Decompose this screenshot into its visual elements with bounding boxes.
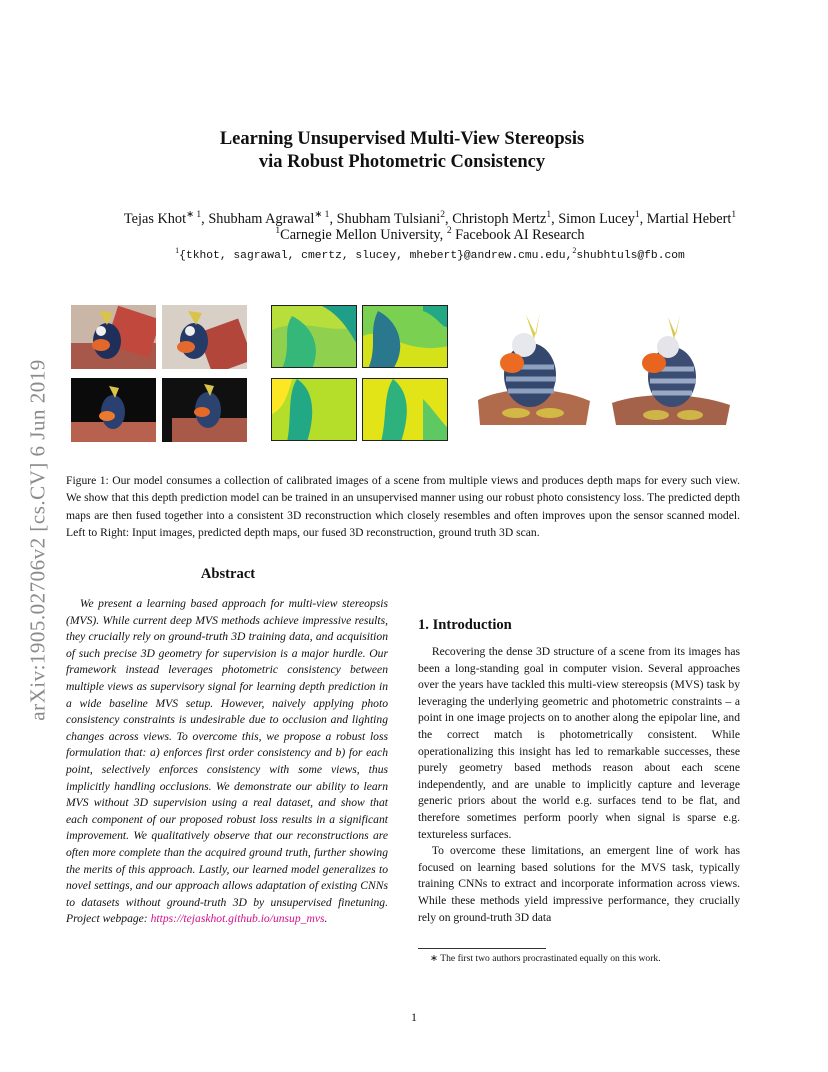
input-image bbox=[71, 378, 156, 442]
abstract-body: We present a learning based approach for multi-view stereopsis (MVS). While current deep MVS methods achieve impressive results, they crucially rely on ground-truth 3D training data, and acquisition of such precise 3D geometry for supervision is a major hurdle. Our framework instead leverages photometric consistency between multiple views as supervisory signal for learning depth prediction in a wide baseline MVS setup. However, naively applying photo consistency constraints is undesirable due to occlusion and lighting changes across views. To overcome this, we propose a robust loss formulation that: a) enforces first order consistency and b) for each point, selectively enforces consistency with some views, thus implicitly handling occlusions. We demonstrate our ability to learn MVS without 3D supervision using a real dataset, and show that each component of our proposed robust loss results in a significant improvement. We qualitatively observe that our reconstructions are often more complete than the acquired ground truth, further showing the merits of this approach. Lastly, our learned model generalizes to novel settings, and our approach allows adaptation of existing CNNs to datasets without ground-truth 3D by unsupervised finetuning. Project webpage: bbox=[66, 597, 388, 926]
paper-title bbox=[100, 128, 704, 174]
author-name: Martial Hebert bbox=[646, 210, 732, 227]
project-webpage-link[interactable]: https://tejaskhot.github.io/unsup_mvs bbox=[150, 912, 325, 926]
affiliation-mark: 2 bbox=[446, 226, 452, 236]
author-list: Tejas Khot$^{∗ 1}$, Shubham Agrawal$^{∗ 1}$, Shubham Tulsiani$^2$, Christoph Mertz$^1$, Simon Lucey$^1$, Martial Hebert$^1$ bbox=[123, 210, 737, 227]
page-number: 1 bbox=[411, 1010, 417, 1024]
author-marks: 1 bbox=[634, 210, 640, 220]
email-mark: 1 bbox=[175, 246, 180, 255]
ground-truth-scan bbox=[606, 305, 734, 431]
abstract-heading: Abstract bbox=[200, 566, 256, 582]
title-line-2: via Robust Photometric Consistency bbox=[258, 152, 546, 172]
arxiv-stamp: arXiv:1905.02706v2 [cs.CV] 6 Jun 2019 bbox=[25, 359, 50, 721]
email-cmu: {tkhot, sagrawal, cmertz, slucey, mhebert}@andrew.cmu.edu, bbox=[179, 249, 573, 262]
input-image bbox=[162, 378, 247, 442]
abstract-text bbox=[66, 596, 388, 928]
figure-caption: Figure 1: Our model consumes a collection of calibrated images of a scene from multiple views and produces depth maps for every such view. We show that this depth prediction model can be trained in an unsupervised manner using our robust photo consistency loss. The predicted depth maps are then fused together into a consistent 3D reconstruction which closely resembles and often improves upon the sensor scanned model. Left to Right: Input images, predicted depth maps, our fused 3D reconstruction, ground truth 3D scan. bbox=[66, 474, 740, 540]
fused-reconstruction bbox=[468, 305, 596, 431]
email-mark: 2 bbox=[572, 246, 577, 255]
input-image bbox=[162, 305, 247, 369]
footnote: ∗ The first two authors procrastinated equally on this work. bbox=[430, 953, 661, 964]
affiliation-mark: 1 bbox=[275, 226, 281, 236]
affiliation-fair: Facebook AI Research bbox=[451, 226, 585, 243]
introduction-heading: 1. Introduction bbox=[418, 617, 512, 633]
author-emails bbox=[60, 246, 800, 262]
depth-map bbox=[362, 378, 448, 441]
author-marks: 1 bbox=[731, 210, 737, 220]
introduction-text bbox=[418, 644, 740, 926]
email-fb: shubhtuls@fb.com bbox=[576, 249, 685, 262]
author-name: Christoph Mertz bbox=[452, 210, 547, 227]
depth-map bbox=[271, 305, 357, 368]
title-line-1: Learning Unsupervised Multi-View Stereopsis bbox=[219, 129, 585, 149]
intro-paragraph-1: Recovering the dense 3D structure of a scene from its images has been a long-standing goal in computer vision. Several approaches over the years have tackled this multi-view stereopsis (MVS) task by leveraging the underlying geometric and photometric constraints – a point in one image projects on to another along the epipolar line, and the correct match is photometrically consistent. While operationalizing this insight has led to remarkable successes, these purely geometry based methods reason about each scene independently, and are unable to implicitly capture and leverage generic priors about the world e.g. surfaces tend to be flat, and therefore sometimes perform poorly when signal is sparse e.g. textureless surfaces. bbox=[418, 645, 740, 841]
depth-map bbox=[271, 378, 357, 441]
abstract-end: . bbox=[324, 912, 328, 926]
input-image bbox=[71, 305, 156, 369]
intro-paragraph-2: To overcome these limitations, an emergent line of work has focused on learning based solutions for the MVS task, typically training CNNs to extract and incorporate information across views. While these methods yield impressive performance, they crucially rely on ground-truth 3D data bbox=[418, 844, 740, 924]
affiliation-cmu: Carnegie Mellon University, bbox=[280, 226, 447, 243]
author-name: Shubham Tulsiani bbox=[336, 210, 441, 227]
footnote-rule bbox=[418, 948, 546, 949]
author-marks: 2 bbox=[440, 210, 446, 220]
author-marks: ∗ 1 bbox=[186, 210, 202, 220]
author-name: Shubham Agrawal bbox=[208, 210, 315, 227]
author-name: Tejas Khot bbox=[123, 210, 187, 227]
author-marks: ∗ 1 bbox=[314, 210, 330, 220]
affiliations bbox=[60, 226, 800, 244]
depth-map bbox=[362, 305, 448, 368]
author-marks: 1 bbox=[546, 210, 552, 220]
author-name: Simon Lucey bbox=[558, 210, 635, 227]
